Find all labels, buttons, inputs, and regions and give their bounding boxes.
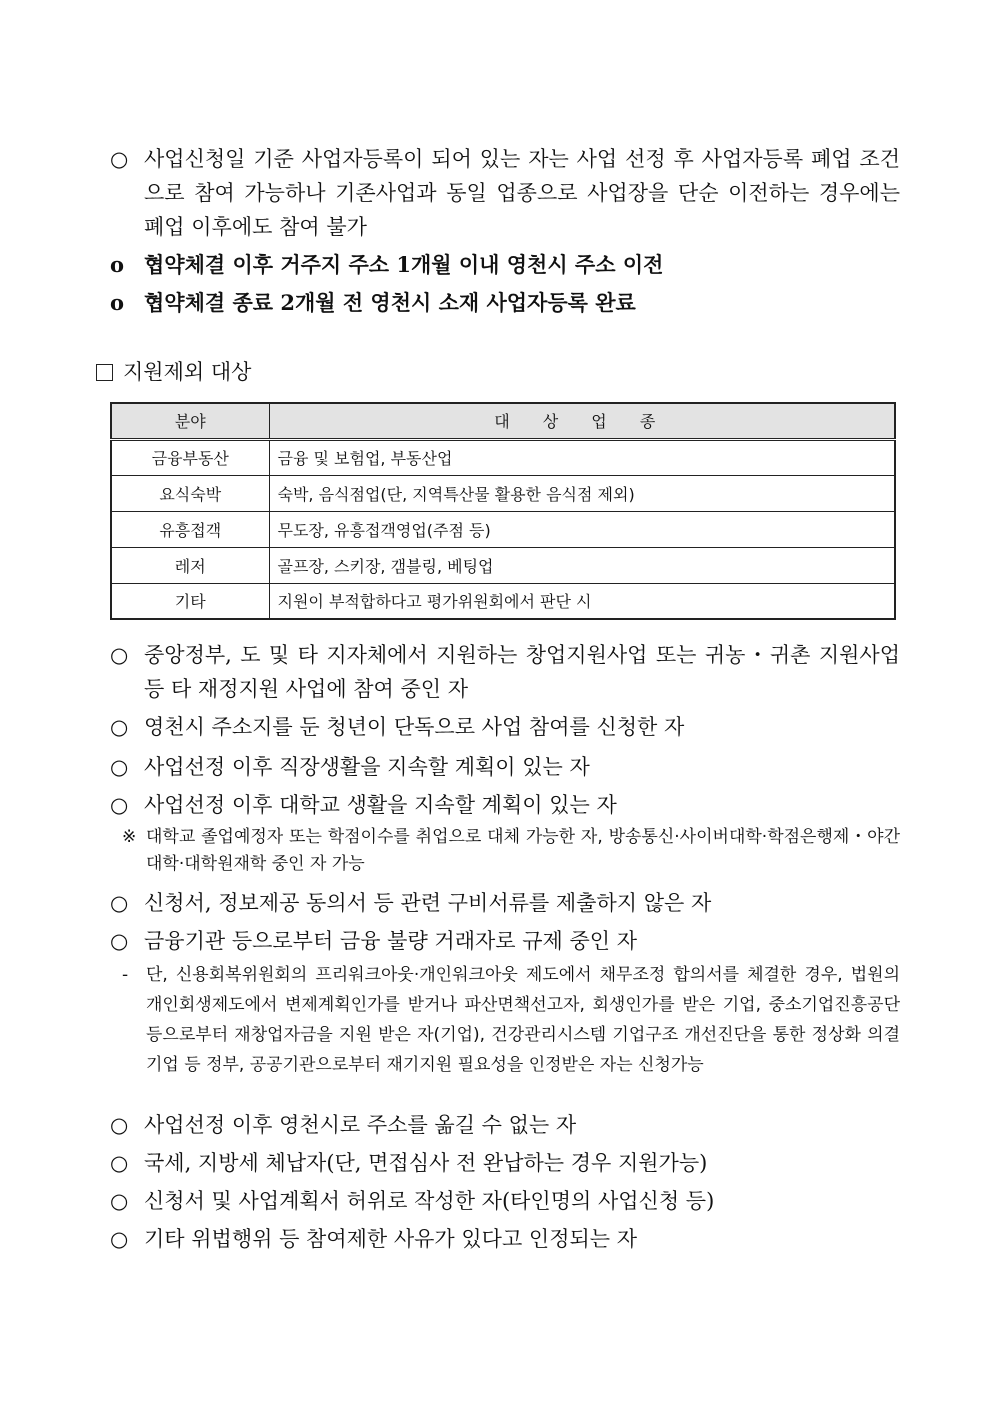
bullet-text: 신청서 및 사업계획서 허위로 작성한 자(타인명의 사업신청 등)	[144, 1189, 715, 1213]
table-row	[111, 475, 895, 511]
bullet-university	[110, 788, 900, 822]
bullet-false-application	[110, 1184, 900, 1218]
bullet-marker: o	[110, 252, 125, 277]
bullet-other-violations	[110, 1222, 900, 1256]
bullet-text: 금융기관 등으로부터 금융 불량 거래자로 규제 중인 자	[144, 929, 638, 953]
note-marker: ※	[122, 827, 137, 847]
header-industries: 대 상 업 종	[269, 403, 895, 439]
field-cell: 요식숙박	[111, 475, 269, 511]
bullet-documents	[110, 886, 900, 920]
note-credit-exception	[122, 960, 900, 1080]
industry-cell: 지원이 부적합하다고 평가위원회에서 판단 시	[269, 583, 895, 619]
bullet-text: 사업선정 이후 직장생활을 지속할 계획이 있는 자	[144, 755, 590, 779]
header-field: 분야	[111, 403, 269, 439]
bullet-text: 국세, 지방세 체납자(단, 면접심사 전 완납하는 경우 지원가능)	[144, 1151, 708, 1175]
bullet-text: 협약체결 종료 2개월 전 영천시 소재 사업자등록 완료	[144, 290, 636, 315]
note-university-exception	[122, 824, 900, 878]
bullet-marker: ○	[110, 1227, 129, 1251]
table-header-row	[111, 403, 895, 439]
note-marker: -	[122, 965, 129, 985]
bullet-marker: ○	[110, 643, 129, 667]
bullet-employment	[110, 750, 900, 784]
field-cell: 기타	[111, 583, 269, 619]
bullet-registration-complete	[110, 286, 900, 320]
bullet-text: 협약체결 이후 거주지 주소 1개월 이내 영천시 주소 이전	[144, 252, 664, 277]
note-text: 대학교 졸업예정자 또는 학점이수를 취업으로 대체 가능한 자, 방송통신·사이버대학·학점은행제・야간대학·대학원재학 중인 자 가능	[146, 827, 900, 874]
bullet-other-support	[110, 638, 900, 706]
industry-cell: 금융 및 보험업, 부동산업	[269, 439, 895, 475]
bullet-text: 중앙정부, 도 및 타 지자체에서 지원하는 창업지원사업 또는 귀농・귀촌 지원사업 등 타 재정지원 사업에 참여 중인 자	[144, 643, 900, 701]
section-title-text: 지원제외 대상	[123, 360, 252, 384]
note-text: 단, 신용회복위원회의 프리워크아웃·개인워크아웃 제도에서 채무조정 합의서를 체결한 경우, 법원의 개인회생제도에서 변제계획인가를 받거나 파산면책선고자, 회생인가를 받은 기업, 중소기업진흥공단 등으로부터 재창업자금을 지원 받은 자(기업), 건강관리시스템 기업구조 개선진단을 통한 정상화 의결기업 등 정부, 공공기관으로부터 재기지원 필요성을 인정받은 자는 신청가능	[146, 965, 900, 1075]
bullet-text: 사업선정 이후 영천시로 주소를 옮길 수 없는 자	[144, 1113, 577, 1137]
bullet-marker: ○	[110, 715, 129, 739]
checkbox-square-icon	[96, 364, 113, 381]
bullet-marker: ○	[110, 891, 129, 915]
bullet-address-transfer	[110, 248, 900, 282]
bullet-solo-application	[110, 710, 900, 744]
bullet-text: 기타 위법행위 등 참여제한 사유가 있다고 인정되는 자	[144, 1227, 638, 1251]
bullet-business-registration	[110, 142, 900, 244]
bullet-marker: o	[110, 290, 125, 315]
field-cell: 금융부동산	[111, 439, 269, 475]
bullet-marker: ○	[110, 929, 129, 953]
section-title	[96, 355, 251, 389]
bullet-text: 영천시 주소지를 둔 청년이 단독으로 사업 참여를 신청한 자	[144, 715, 685, 739]
bullet-marker: ○	[110, 1113, 129, 1137]
field-cell: 유흥접객	[111, 511, 269, 547]
field-cell: 레저	[111, 547, 269, 583]
industry-cell: 무도장, 유흥접객영업(주점 등)	[269, 511, 895, 547]
bullet-marker: ○	[110, 793, 129, 817]
bullet-text: 신청서, 정보제공 동의서 등 관련 구비서류를 제출하지 않은 자	[144, 891, 712, 915]
bullet-marker: ○	[110, 755, 129, 779]
bullet-tax-arrears	[110, 1146, 900, 1180]
table-row	[111, 439, 895, 475]
bullet-marker: ○	[110, 1189, 129, 1213]
bullet-text: 사업선정 이후 대학교 생활을 지속할 계획이 있는 자	[144, 793, 617, 817]
industry-cell: 골프장, 스키장, 갬블링, 베팅업	[269, 547, 895, 583]
bullet-credit-default	[110, 924, 900, 958]
bullet-marker: ○	[110, 147, 129, 171]
table-row	[111, 511, 895, 547]
table-row	[111, 583, 895, 619]
bullet-relocation	[110, 1108, 900, 1142]
excluded-industries-table	[110, 402, 896, 620]
bullet-text: 사업신청일 기준 사업자등록이 되어 있는 자는 사업 선정 후 사업자등록 폐업 조건으로 참여 가능하나 기존사업과 동일 업종으로 사업장을 단순 이전하는 경우에는 폐업 이후에도 참여 불가	[144, 147, 900, 239]
industry-cell: 숙박, 음식점업(단, 지역특산물 활용한 음식점 제외)	[269, 475, 895, 511]
bullet-marker: ○	[110, 1151, 129, 1175]
table-row	[111, 547, 895, 583]
